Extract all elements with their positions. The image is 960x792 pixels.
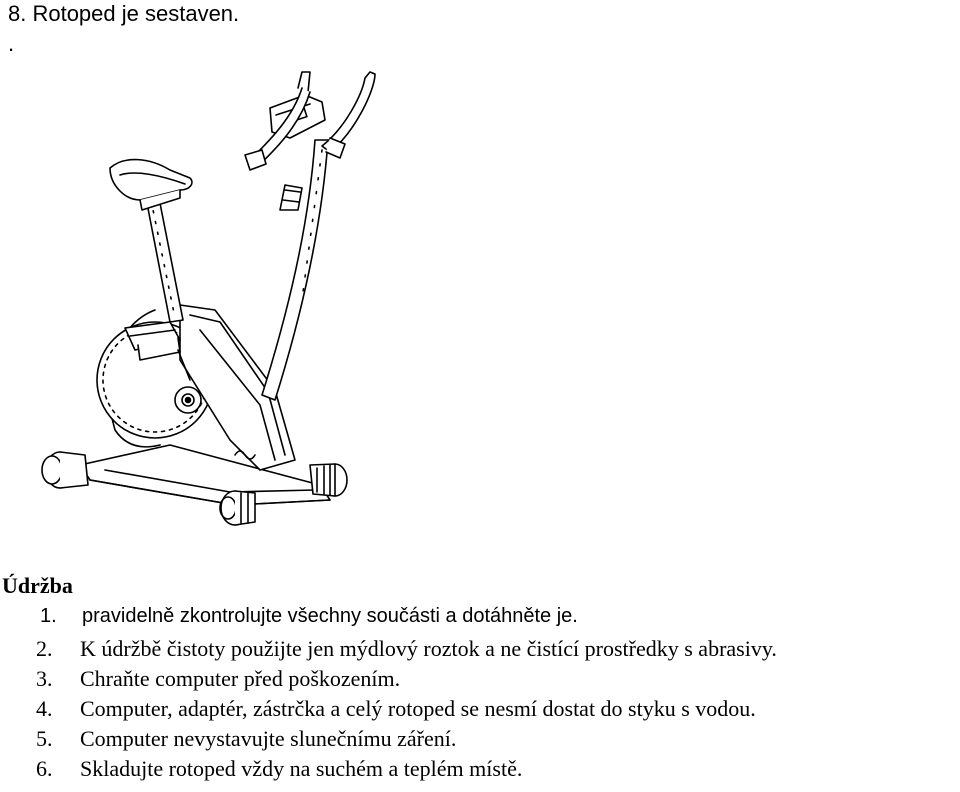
maintenance-list	[36, 634, 777, 784]
item-text: K údržbě čistoty použijte jen mýdlový roztok a ne čistící prostředky s abrasivy.	[80, 636, 777, 661]
item-number: 2.	[36, 636, 53, 661]
base-frame	[42, 445, 347, 525]
exercise-bike-illustration	[30, 60, 410, 540]
item-number: 1.	[40, 605, 57, 627]
maintenance-item-2	[36, 634, 777, 664]
maintenance-title: Údržba	[2, 573, 73, 598]
item-text: Skladujte rotoped vždy na suchém a teplém místě.	[80, 756, 523, 781]
item-text: pravidelně zkontrolujte všechny součásti a dotáhněte je.	[82, 605, 578, 627]
seat	[110, 160, 192, 322]
maintenance-item-6	[36, 754, 777, 784]
item-text: Computer, adaptér, zástrčka a celý rotoped se nesmí dostat do styku s vodou.	[80, 696, 756, 721]
item-text: Computer nevystavujte slunečnímu záření.	[80, 726, 457, 751]
item-number: 5.	[36, 726, 53, 751]
item-number: 4.	[36, 696, 53, 721]
handlebar-post	[245, 72, 375, 400]
maintenance-item-4	[36, 694, 777, 724]
dot-line: .	[8, 31, 15, 56]
item-number: 6.	[36, 756, 53, 781]
step-heading: 8. Rotoped je sestaven.	[8, 1, 240, 26]
maintenance-item-1	[40, 603, 578, 629]
maintenance-item-3	[36, 664, 777, 694]
maintenance-item-5	[36, 724, 777, 754]
item-number: 3.	[36, 666, 53, 691]
item-text: Chraňte computer před poškozením.	[80, 666, 401, 691]
